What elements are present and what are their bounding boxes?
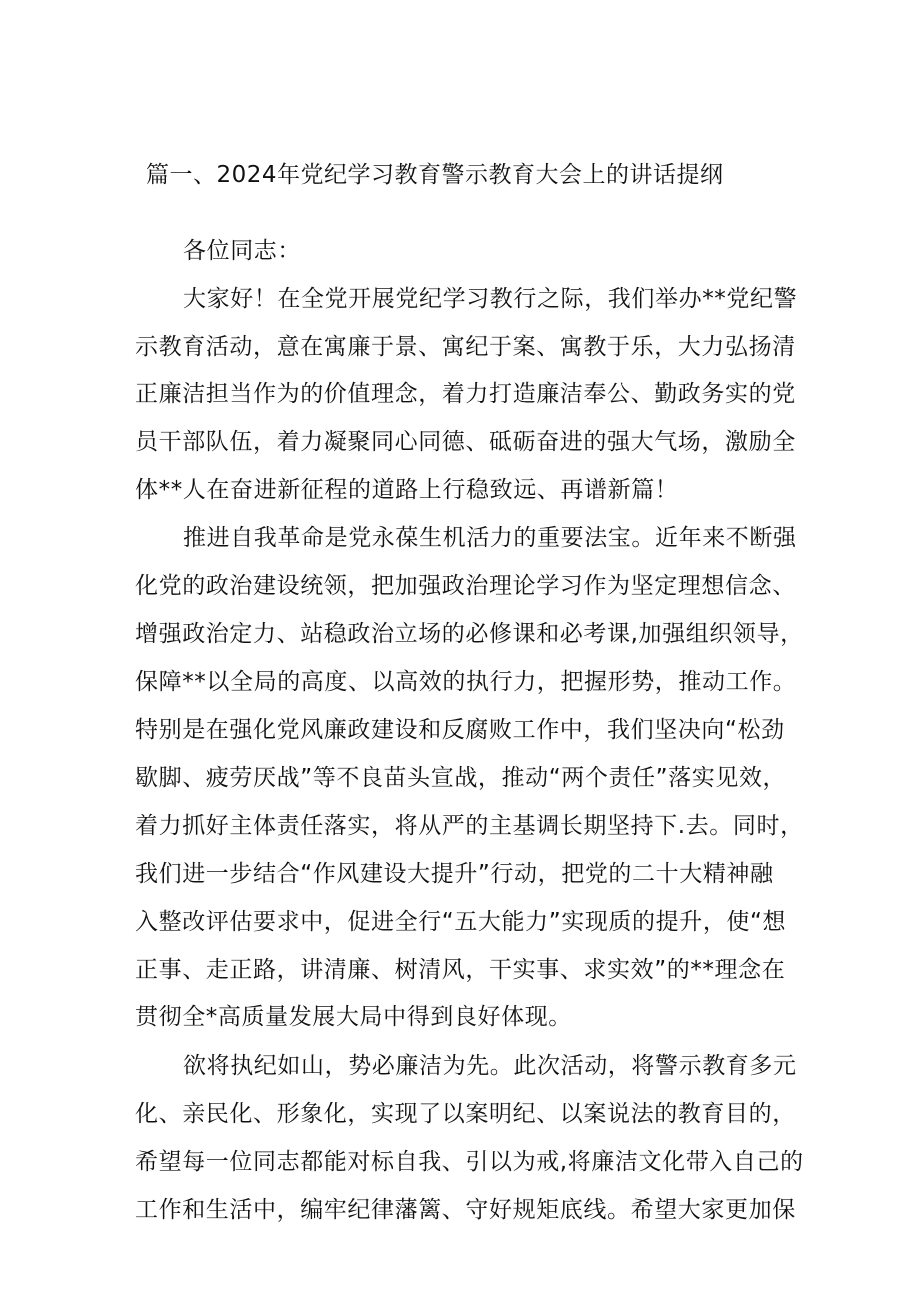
text-line: 示教育活动，意在寓廉于景、寓纪于案、寓教于乐，大力弘扬清	[135, 334, 796, 360]
text-line: 增强政治定力、站稳政治立场的必修课和必考课,加强组织领导，	[135, 621, 804, 647]
text-line: 工作和生活中，编牢纪律藩篱、守好规矩底线。希望大家更加保	[135, 1197, 796, 1223]
text-line: 化、亲民化、形象化，实现了以案明纪、以案说法的教育目的，	[135, 1101, 796, 1127]
text-line: 欲将执纪如山，势必廉洁为先。此次活动，将警示教育多元	[183, 1053, 797, 1079]
text-line: 正事、走正路，讲清廉、树清风，干实事、求实效”的**理念在	[135, 957, 786, 983]
text-line: 歇脚、疲劳厌战”等不良苗头宣战，推动“两个责任”落实见效，	[135, 765, 787, 791]
text-line: 推进自我革命是党永葆生机活力的重要法宝。近年来不断强	[183, 525, 797, 551]
text-line: 员干部队伍，着力凝聚同心同德、砥砺奋进的强大气场，激励全	[135, 429, 796, 455]
text-line: 特别是在强化党风廉政建设和反腐败工作中，我们坚决向“松劲	[135, 717, 785, 743]
text-line: 着力抓好主体责任落实，将从严的主基调长期坚持下.去。同时，	[135, 813, 804, 839]
text-line: 正廉洁担当作为的价值理念，着力打造廉洁奉公、勤政务实的党	[135, 381, 796, 407]
text-line: 希望每一位同志都能对标自我、引以为戒,将廉洁文化带入自己的	[135, 1149, 804, 1175]
text-line: 大家好！在全党开展党纪学习教行之际，我们举办**党纪警	[183, 286, 798, 312]
text-line: 入整改评估要求中，促进全行“五大能力”实现质的提升，使“想	[135, 909, 787, 935]
text-line: 保障**以全局的高度、以高效的执行力，把握形势，推动工作。	[135, 669, 797, 695]
text-line: 贯彻全*高质量发展大局中得到良好体现。	[135, 1004, 572, 1030]
text-line: 体**人在奋进新征程的道路上行稳致远、再谱新篇！	[135, 477, 679, 503]
salutation: 各位同志：	[183, 238, 301, 264]
text-line: 我们进一步结合“作风建设大提升”行动，把党的二十大精神融	[135, 861, 774, 887]
document-title: 篇一、2024年党纪学习教育警示教育大会上的讲话提纲	[146, 162, 724, 188]
text-line: 化党的政治建设统领，把加强政治理论学习作为坚定理想信念、	[135, 573, 796, 599]
